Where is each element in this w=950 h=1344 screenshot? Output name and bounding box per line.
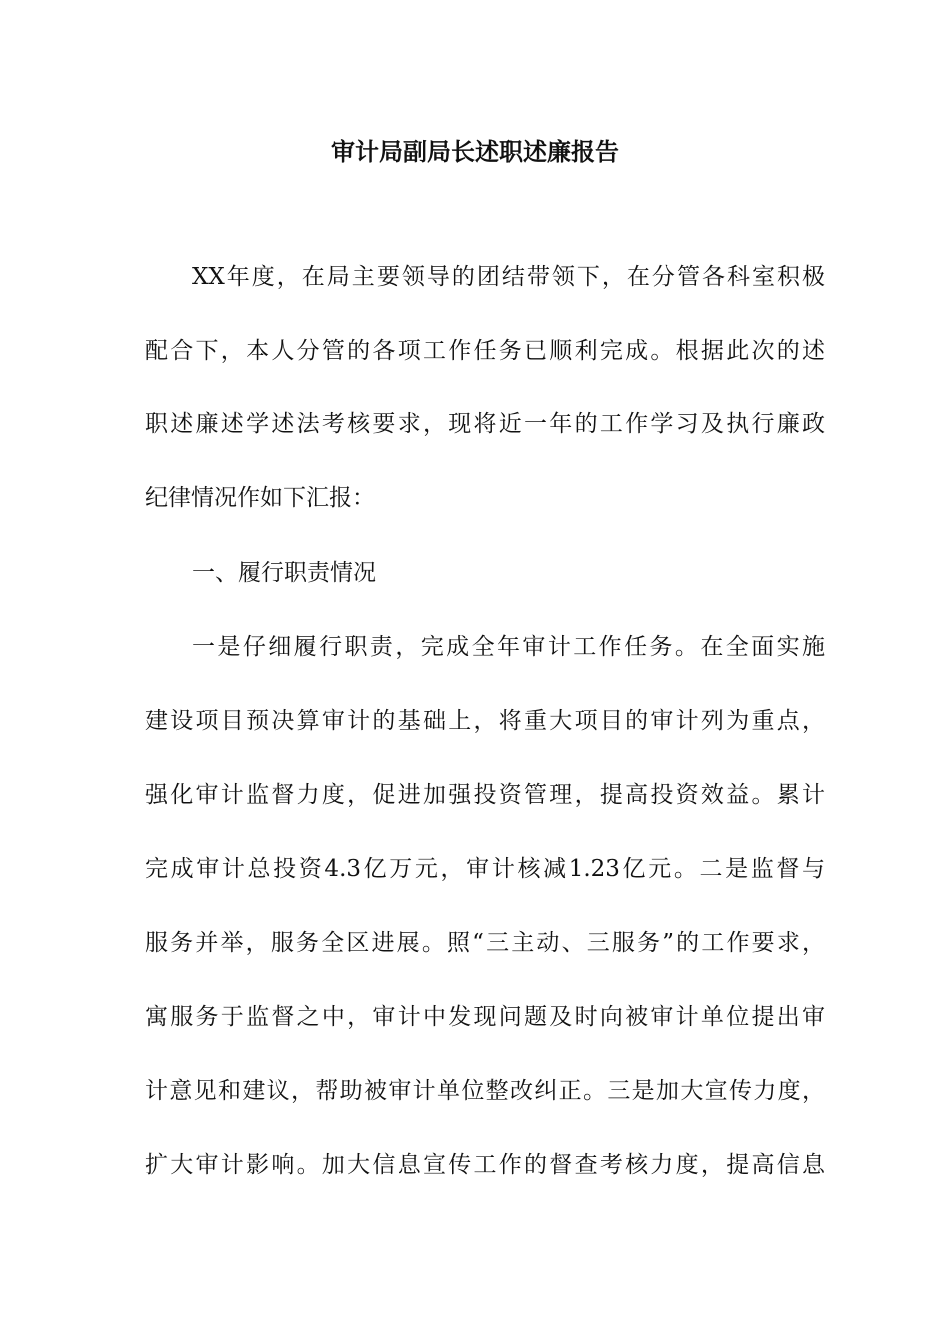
paragraph-line: 强化审计监督力度，促进加强投资管理，提高投资效益。累计: [145, 782, 825, 808]
paragraph-line: 扩大审计影响。加大信息宣传工作的督查考核力度，提高信息: [145, 1152, 825, 1178]
paragraph-line: 职述廉述学述法考核要求，现将近一年的工作学习及执行廉政: [145, 411, 825, 437]
paragraph-line: 服务并举，服务全区进展。照“三主动、三服务”的工作要求，: [145, 930, 825, 956]
paragraph-line: 纪律情况作如下汇报：: [145, 485, 375, 511]
paragraph-line: 建设项目预决算审计的基础上，将重大项目的审计列为重点，: [145, 708, 825, 734]
paragraph-line: 计意见和建议，帮助被审计单位整改纠正。三是加大宣传力度，: [145, 1078, 825, 1104]
paragraph-line: XX年度，在局主要领导的团结带领下，在分管各科室积极: [192, 264, 825, 290]
section-heading: 一、履行职责情况: [192, 560, 376, 586]
paragraph-line: 完成审计总投资4.3亿万元，审计核减1.23亿元。二是监督与: [145, 856, 825, 882]
paragraph-line: 寓服务于监督之中，审计中发现问题及时向被审计单位提出审: [145, 1004, 825, 1030]
paragraph-line: 一是仔细履行职责，完成全年审计工作任务。在全面实施: [192, 634, 825, 660]
document-title: 审计局副局长述职述廉报告: [331, 138, 619, 166]
paragraph-line: 配合下，本人分管的各项工作任务已顺利完成。根据此次的述: [145, 338, 825, 364]
